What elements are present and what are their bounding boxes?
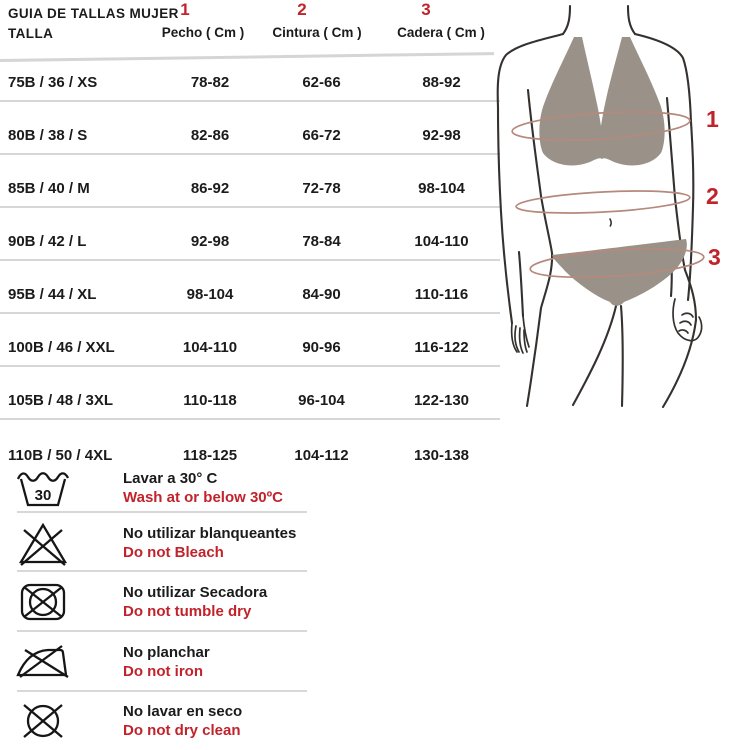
column-number-1: 1: [180, 0, 190, 19]
care-item-no-iron: [0, 632, 500, 692]
column-label-cadera: Cadera ( Cm ): [397, 25, 485, 40]
care-text-es: No planchar: [123, 644, 210, 661]
column-label-cintura: Cintura ( Cm ): [272, 25, 362, 40]
measure-label-3: 3: [708, 244, 721, 270]
table-row: [0, 102, 500, 155]
care-text-es: Lavar a 30° C: [123, 469, 218, 487]
care-item-no-tumble-dry: [0, 572, 500, 632]
wash-30-icon: [12, 469, 74, 507]
cadera-cell: 92-98: [422, 127, 461, 144]
size-table: [0, 57, 500, 473]
left-arm-outline: [498, 34, 563, 323]
no-tumble-dry-icon: [12, 582, 74, 622]
care-text-en: Do not iron: [123, 663, 203, 680]
no-iron-icon: [12, 642, 74, 682]
care-text-en: Wash at or below 30ºC: [123, 488, 283, 506]
size-cell: 105B / 48 / 3XL: [8, 392, 114, 409]
left-inner-leg-line: [573, 306, 616, 405]
pecho-cell: 110-118: [183, 392, 237, 409]
measure-label-2: 2: [706, 183, 719, 209]
size-cell: 110B / 50 / 4XL: [8, 447, 113, 464]
pecho-cell: 104-110: [182, 339, 238, 356]
column-label-pecho: Pecho ( Cm ): [161, 25, 245, 40]
size-cell: 75B / 36 / XS: [8, 74, 98, 91]
pecho-cell: 118-125: [182, 447, 238, 464]
size-cell: 95B / 44 / XL: [8, 286, 97, 303]
care-item-wash: [0, 462, 500, 513]
pecho-cell: 86-92: [190, 180, 230, 197]
table-row: [0, 57, 500, 102]
cintura-cell: 72-78: [302, 180, 341, 197]
care-text-en: Do not dry clean: [123, 722, 241, 739]
pecho-cell: 98-104: [186, 286, 234, 303]
cadera-cell: 98-104: [418, 180, 465, 197]
cadera-cell: 116-122: [414, 339, 469, 356]
column-number-2: 2: [297, 0, 307, 19]
wash-temp-label: 30: [34, 486, 52, 504]
cadera-cell: 130-138: [413, 447, 470, 464]
bikini-top: [539, 37, 664, 165]
care-item-no-bleach: [0, 513, 500, 572]
cadera-cell: 110-116: [414, 286, 469, 303]
column-number-3: 3: [421, 0, 431, 19]
table-row: [0, 314, 500, 367]
neck-line-left: [563, 6, 570, 34]
cadera-cell: 88-92: [422, 74, 461, 91]
navel-mark: [610, 219, 611, 226]
size-cell: 90B / 42 / L: [8, 233, 87, 250]
care-text-en: Do not tumble dry: [123, 603, 252, 620]
size-cell: 80B / 38 / S: [8, 127, 88, 144]
table-row: [0, 208, 500, 261]
care-text-es: No utilizar blanqueantes: [123, 524, 297, 542]
care-instructions: [0, 462, 500, 750]
page-title: GUIA DE TALLAS MUJER: [8, 6, 179, 21]
cintura-cell: 90-96: [302, 339, 341, 356]
pecho-cell: 92-98: [190, 233, 230, 250]
size-cell: 100B / 46 / XXL: [8, 339, 115, 356]
neck-line-right: [628, 6, 635, 34]
care-text-en: Do not Bleach: [123, 543, 224, 561]
cintura-cell: 62-66: [302, 74, 341, 91]
left-inner-forearm-line: [519, 252, 523, 316]
right-hand: [673, 299, 702, 341]
body-figure: [480, 0, 750, 470]
right-inner-leg-line: [621, 306, 623, 406]
cintura-cell: 96-104: [298, 392, 345, 409]
cadera-cell: 104-110: [414, 233, 469, 250]
table-row: [0, 261, 500, 314]
no-dry-clean-icon: [12, 701, 74, 741]
cintura-cell: 78-84: [302, 233, 341, 250]
care-text-es: No lavar en seco: [123, 703, 243, 720]
no-bleach-icon: [12, 520, 74, 566]
cintura-cell: 104-112: [294, 447, 349, 464]
size-cell: 85B / 40 / M: [8, 180, 90, 197]
size-column-header: TALLA: [8, 26, 54, 41]
pecho-cell: 82-86: [190, 127, 230, 144]
measure-label-1: 1: [706, 106, 719, 132]
cintura-cell: 84-90: [302, 286, 341, 303]
left-hand: [512, 316, 529, 353]
care-text-es: No utilizar Secadora: [123, 584, 268, 601]
cintura-cell: 66-72: [302, 127, 341, 144]
cadera-cell: 122-130: [413, 392, 470, 409]
table-row: [0, 155, 500, 208]
table-row: [0, 367, 500, 420]
pecho-cell: 78-82: [190, 74, 230, 91]
care-item-no-dry-clean: [0, 692, 500, 750]
